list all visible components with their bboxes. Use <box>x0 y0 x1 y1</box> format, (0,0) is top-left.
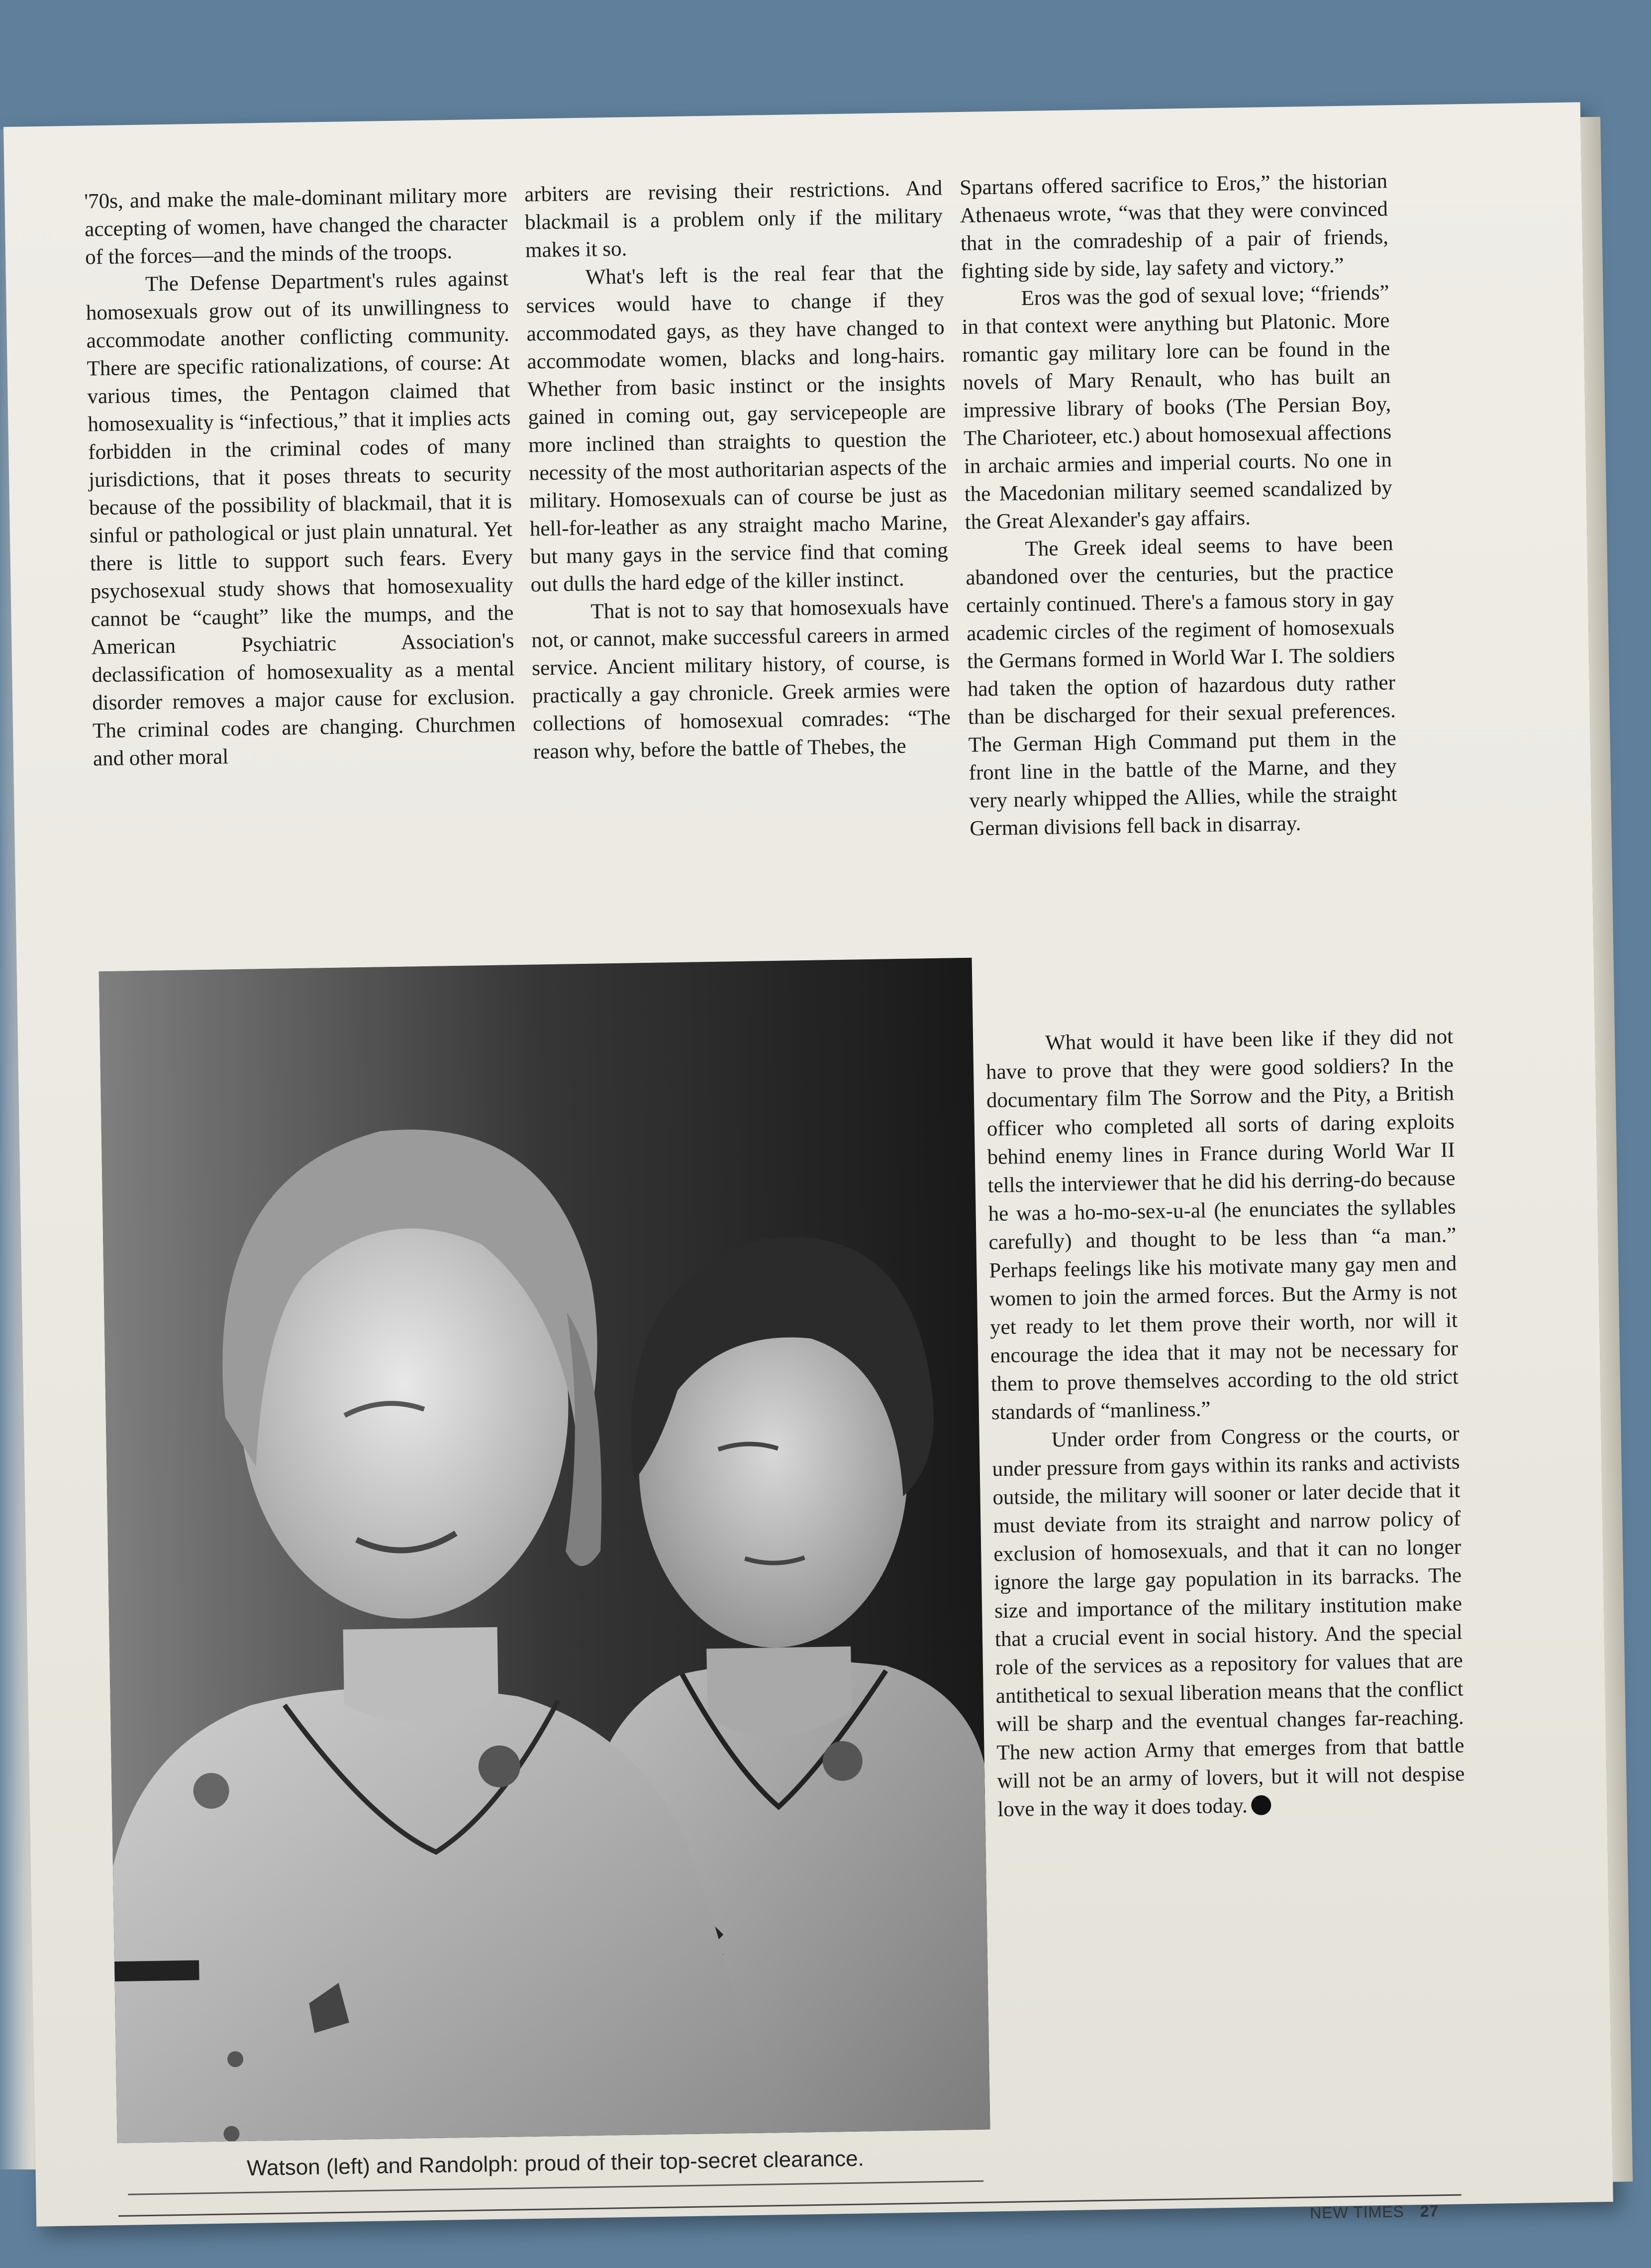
article-column-3 <box>960 167 1398 842</box>
col2-paragraph-2: What's left is the real fear that the services would have to change if they accommodated gays, as they have changed to accommodate women, blacks and long-hairs. Whether from basic instinct or the insights gained in coming out, gay servicepeople are more inclined than straights to question the necessity of the most authoritarian aspects of the military. Homosexuals can of course be just as hell-for-leather as any straight macho Marine, but many gays in the service find that coming out dulls the hard edge of the killer instinct. <box>526 260 949 597</box>
article-column-1 <box>84 181 516 773</box>
photo-two-soldiers <box>99 958 990 2143</box>
publication-name: NEW TIMES <box>1309 2202 1405 2222</box>
col1-paragraph-1: '70s, and make the male-dominant military more accepting of women, have changed the character of the forces—and the minds of the troops. <box>84 183 508 269</box>
footer-rule <box>118 2194 1461 2217</box>
page-edge <box>1580 117 1633 2182</box>
page-number: 27 <box>1420 2202 1439 2220</box>
article-column-2 <box>524 175 951 766</box>
col1-paragraph-2: The Defense Department's rules against homosexuals grow out of its unwillingness to accommodate another conflicting community. There are specific rationalizations, of course: At various times, the Pentagon claimed that homosexuality is “infectious,” that it implies acts forbidden in the criminal codes of many jurisdictions, that it poses threats to security because of the possibility of blackmail, that it is sinful or pathological or just plain unnatural. Yet there is little to support such fears. Every psychosexual study shows that homosexuality cannot be “caught” like the mumps, and the American Psychiatric Association's declassification of homosexuality as a mental disorder removes a major cause for exclusion. The criminal codes are changing. Churchmen and other moral <box>86 267 516 771</box>
col3b-paragraph-1: What would it have been like if they did not have to prove that they were good soldiers? In the documentary film The Sorrow and the Pity, a British officer who completed all sorts of daring exploits behind enemy lines in France during World War II tells the interviewer that he did his derring-do because he was a ho-mo-sex-u-al (he enunciates the syllables carefully) and thought to be less than “a man.” Perhaps feelings like his motivate many gay men and women to join the armed forces. But the Army is not yet ready to let them prove their worth, nor will it encourage the idea that it may not be necessary for them to prove themselves according to the old strict standards of “manliness.” <box>985 1025 1459 1425</box>
col3-paragraph-1: Spartans offered sacrifice to Eros,” the historian Athenaeus wrote, “was that they were convinced that in the comradeship of a pair of friends, fighting side by side, lay safety and victory.” <box>959 169 1389 283</box>
page-footer <box>1310 2202 1439 2222</box>
col2-paragraph-1: arbiters are revising their restrictions. And blackmail is a problem only if the military makes it so. <box>524 176 943 262</box>
col2-paragraph-3: That is not to say that homosexuals have not, or cannot, make successful careers in armed service. Ancient military history, of course, is practically a gay chronicle. Greek armies were collections of homosexual comrades: “The reason why, before the battle of Thebes, the <box>531 594 951 764</box>
col3b-paragraph-2-text: Under order from Congress or the courts, or under pressure from gays within its ranks and activists outside, the military will sooner or later decide that it must deviate from its straight and narrow policy of exclusion of homosexuals, and that it can no longer ignore the large gay population in its barracks. The size and importance of the military institution make that a crucial event in social history. And the special role of the services as a repository for values that are antithetical to sexual liberation means that the conflict will be sharp and the eventual changes far-reaching. The new action Army that emerges from that battle will not be an army of lovers, but it will not despise love in the way it does today. <box>992 1422 1465 1822</box>
col3b-paragraph-2 <box>991 1420 1465 1824</box>
article-column-3-continued <box>985 1023 1465 1824</box>
col3-paragraph-2: Eros was the god of sexual love; “friends” in that context were anything but Platonic. More romantic gay military lore can be found in the novels of Mary Renault, who has built an impressive library of books (The Persian Boy, The Charioteer, etc.) about homosexual affections in archaic armies and imperial courts. No one in the Macedonian military seemed scandalized by the Great Alexander's gay affairs. <box>962 281 1393 534</box>
photo-image <box>99 958 990 2143</box>
col3-paragraph-3: The Greek ideal seems to have been abandoned over the centuries, but the practice certainly continued. There's a famous story in gay academic circles of the regiment of homosexuals the Germans formed in World War I. The soldiers had taken the option of hazardous duty rather than be discharged for their sexual preferences. The German High Command put them in the front line in the battle of the Marne, and they very nearly whipped the Allies, while the straight German divisions fell back in disarray. <box>966 531 1397 840</box>
magazine-page <box>3 102 1613 2226</box>
photo-caption: Watson (left) and Randolph: proud of their top-secret clearance. <box>127 2145 983 2195</box>
end-mark-icon <box>1251 1795 1271 1816</box>
